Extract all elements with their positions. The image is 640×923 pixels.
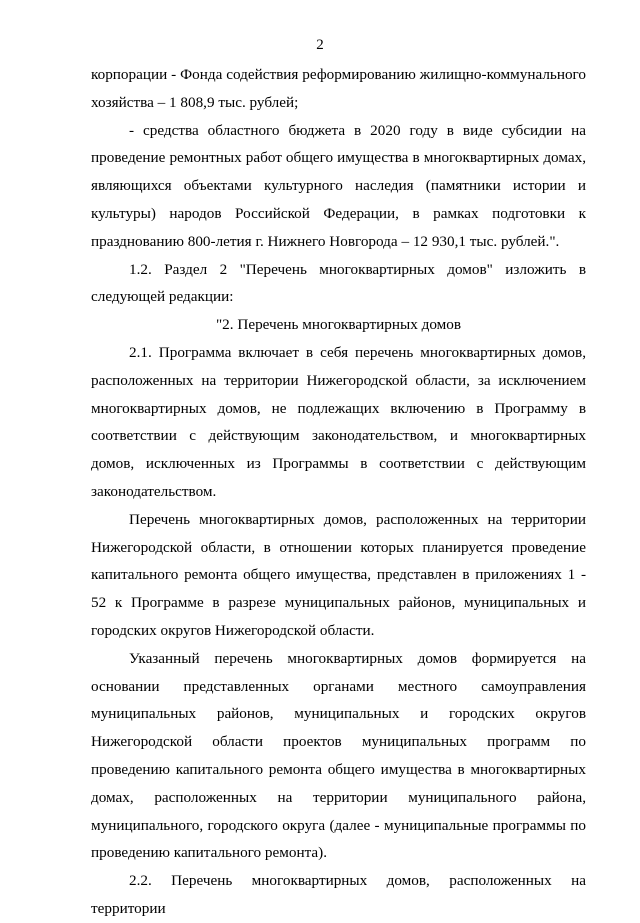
paragraph-list-formation: Указанный перечень многоквартирных домов формируется на основании представленных органами местного самоуправления муниципальных районов, муниципальных и городских округов Нижегородской области проектов муниципальных программ по проведению капитального ремонта общего имущества в многоквартирных домах, расположенных на территории муниципального района, муниципального, городского округа (далее - муниципальные программы по проведению капитального ремонта).	[91, 649, 586, 862]
document-body	[91, 61, 586, 923]
paragraph-section-2-amendment: 1.2. Раздел 2 "Перечень многоквартирных домов" изложить в следующей редакции:	[91, 260, 586, 306]
paragraph-fund-continuation: корпорации - Фонда содействия реформированию жилищно-коммунального хозяйства – 1 808,9 тыс. рублей;	[91, 66, 586, 111]
paragraph-regional-budget-subsidy: - средства областного бюджета в 2020 году в виде субсидии на проведение ремонтных работ общего имущества в многоквартирных домах, являющихся объектами культурного наследия (памятники истории и культуры) народов Российской Федерации, в рамках подготовки к празднованию 800-летия г. Нижнего Новгорода – 12 930,1 тыс. рублей.".	[91, 121, 586, 250]
paragraph-2-2-start: 2.2. Перечень многоквартирных домов, расположенных на территории	[91, 872, 586, 917]
paragraph-house-list-appendices: Перечень многоквартирных домов, расположенных на территории Нижегородской области, в отношении которых планируется проведение капитального ремонта общего имущества, представлен в приложениях 1 - 52 к Программе в разрезе муниципальных районов, муниципальных и городских округов Нижегородской области.	[91, 510, 586, 639]
section-heading-house-list: "2. Перечень многоквартирных домов	[215, 316, 462, 334]
page-number: 2	[316, 37, 324, 53]
paragraph-2-1-program-scope: 2.1. Программа включает в себя перечень многоквартирных домов, расположенных на территории Нижегородской области, за исключением многоквартирных домов, не подлежащих включению в Программу в соответствии с действующим законодательством, и многоквартирных домов, исключенных из Программы в соответствии с действующим законодательством.	[91, 343, 586, 500]
